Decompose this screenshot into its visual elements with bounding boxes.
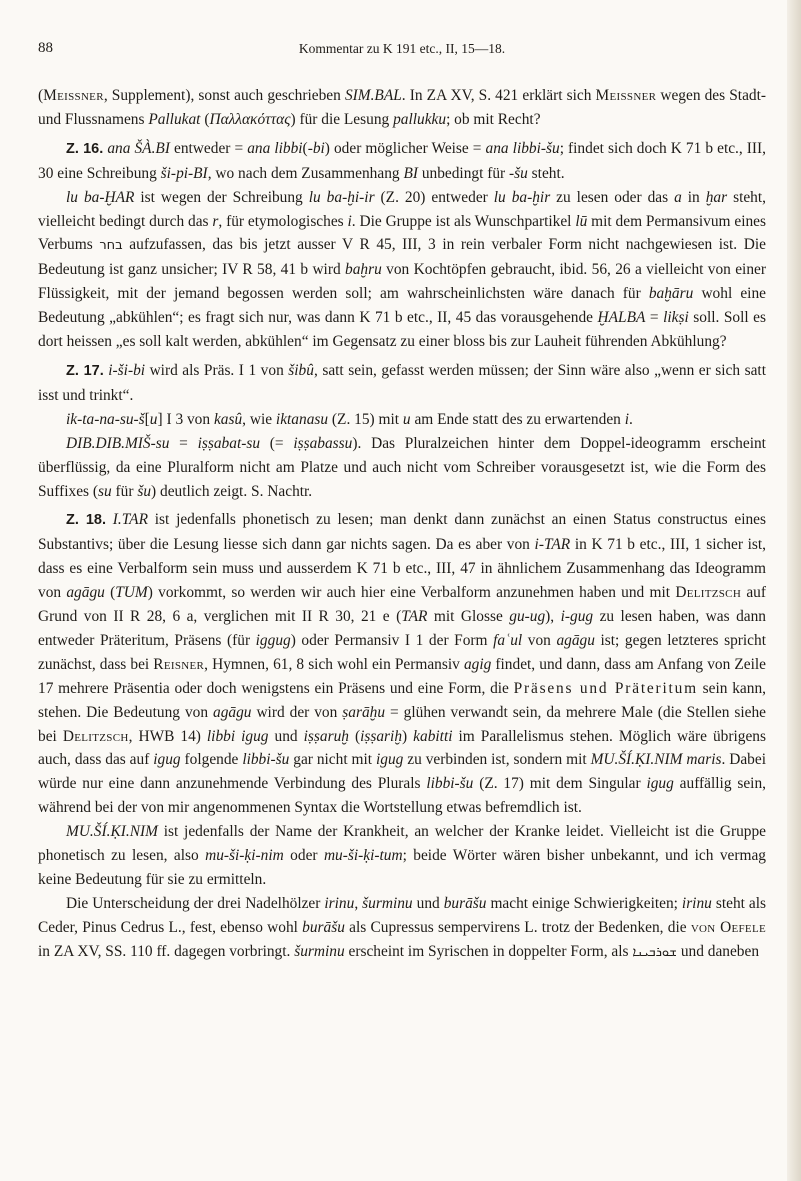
paragraph-1: (Meissner, Supplement), sonst auch geschrieben SIM.BAL. In ZA XV, S. 421 erklärt sich Meissner wegen des Stadt- und Flussnamens Pallukat (Παλλακόττας) für die Lesung pallukku; ob mit Recht? xyxy=(38,87,767,128)
page-number: 88 xyxy=(38,40,53,56)
paragraph-7: Z. 18. I.TAR ist jedenfalls phonetisch zu lesen; man denkt dann zunächst an einen Status constructus eines Substantivs; über die Lesung liesse sich dann gar nichts sagen. Da es aber von i-TAR in K 71 b etc., III, 1 sicher ist, dass es eine Verbalform sein muss und ausserdem K 71 b etc., III, 47 in ähnlichem Zusammenhang das Ideogramm von agāgu (TUM) vorkommt, so werden wir auch hier eine Verbalform anzunehmen haben und mit Delitzsch auf Grund von II R 28, 6 a, verglichen mit II R 30, 21 e (TAR mit Glosse gu-ug), i-gug zu lesen haben, was dann entweder Präteritum, Präsens (für iggug) oder Permansiv I 1 der Form faʿul von agāgu ist; gegen letzteres spricht zunächst, dass bei Reisner, Hymnen, 61, 8 sich wohl ein Permansiv agig findet, und dann, dass am Anfang von Zeile 17 mehrere Präsentia oder doch wenigstens ein Präsens und eine Form, die Präsens und Präteritum sein kann, stehen. Die Bedeutung von agāgu wird der von ṣarāḫu = glühen verwandt sein, da mehrere Male (die Stellen siehe bei Delitzsch, HWB 14) libbi igug und iṣṣaruḫ (iṣṣariḫ) kabitti im Parallelismus stehen. Möglich wäre übrigens auch, dass das auf igug folgende libbi-šu gar nicht mit igug zu verbinden ist, sondern mit MU.ŠÍ.ḲI.NIM maris. Dabei würde nur eine dann anzunehmende Verbindung des Plurals libbi-šu (Z. 17) mit dem Singular igug auffällig sein, während bei der von mir angenommenen Syntax die Wortstellung etwas befremdlich ist. xyxy=(38,511,767,817)
paragraph-4: Z. 17. i-ši-bi wird als Präs. I 1 von šibû, satt sein, gefasst werden müssen; der Sinn wäre also „wenn er sich satt isst und trinkt“. xyxy=(38,361,766,404)
paragraph-3: lu ba-ḪAR ist wegen der Schreibung lu ba-ḫi-ir (Z. 20) entweder lu ba-ḫir zu lesen oder das a in ḫar steht, vielleicht bedingt durch das r, für etymologisches i. Die Gruppe ist als Wunschpartikel lū mit dem Permansivum eines Verbums בחר aufzufassen, das bis jetzt ausser V R 45, III, 3 in rein verbaler Form nicht nachgewiesen ist. Die Bedeutung ist ganz unsicher; IV R 58, 41 b wird baḫru von Kochtöpfen gebraucht, ibid. 56, 26 a vielleicht von einer Flüssigkeit, mit der jemand begossen werden soll; am wahrscheinlichsten wäre danach für baḫāru wohl eine Bedeutung „abkühlen“; es fragt sich nur, was dann K 71 b etc., II, 45 das vorausgehende ḪALBA = likṣi soll. Soll es dort heissen „es soll kalt werden, abkühlen“ im Gegensatz zu einer bloss bis zur Lauheit führenden Abkühlung? xyxy=(38,188,767,351)
paragraph-2: Z. 16. ana ŠÀ.BI entweder = ana libbi(-bi) oder möglicher Weise = ana libbi-šu; findet sich doch K 71 b etc., III, 30 eine Schreibung ši-pi-BI, wo nach dem Zusammenhang BI unbedingt für -šu steht. xyxy=(38,139,767,182)
page-edge-shadow xyxy=(787,0,801,1181)
body-text xyxy=(38,84,766,965)
paragraph-6: DIB.DIB.MIŠ-su = iṣṣabat-su (= iṣṣabassu). Das Pluralzeichen hinter dem Doppel-ideogramm erscheint überflüssig, da eine Pluralform nicht am Platze und auch nicht vom Schreiber vorausgesetzt ist, wie die Form des Suffixes (su für šu) deutlich zeigt. S. Nachtr. xyxy=(38,434,766,500)
paragraph-5: ik-ta-na-su-š[u] I 3 von kasû, wie iktanasu (Z. 15) mit u am Ende statt des zu erwartenden i. xyxy=(66,410,633,428)
running-head: Kommentar zu K 191 etc., II, 15—18. xyxy=(298,41,506,56)
paragraph-9: Die Unterscheidung der drei Nadelhölzer irinu, šurminu und burāšu macht einige Schwierigkeiten; irinu steht als Ceder, Pinus Cedrus L., fest, ebenso wohl burāšu als Cupressus sempervirens L. trotz der Bedenken, die von Oefele in ZA XV, SS. 110 ff. dagegen vorbringt. šurminu erscheint im Syrischen in doppelter Form, als ܫܘܪܒܝܢܐ und daneben xyxy=(38,894,766,960)
paragraph-8: MU.ŠÍ.ḲI.NIM ist jedenfalls der Name der Krankheit, an welcher der Kranke leidet. Vielleicht ist die Gruppe phonetisch zu lesen, also mu-ši-ḳi-nim oder mu-ši-ḳi-tum; beide Wörter wären bisher unbekannt, und ich vermag keine Bedeutung für sie zu ermitteln. xyxy=(38,823,766,888)
